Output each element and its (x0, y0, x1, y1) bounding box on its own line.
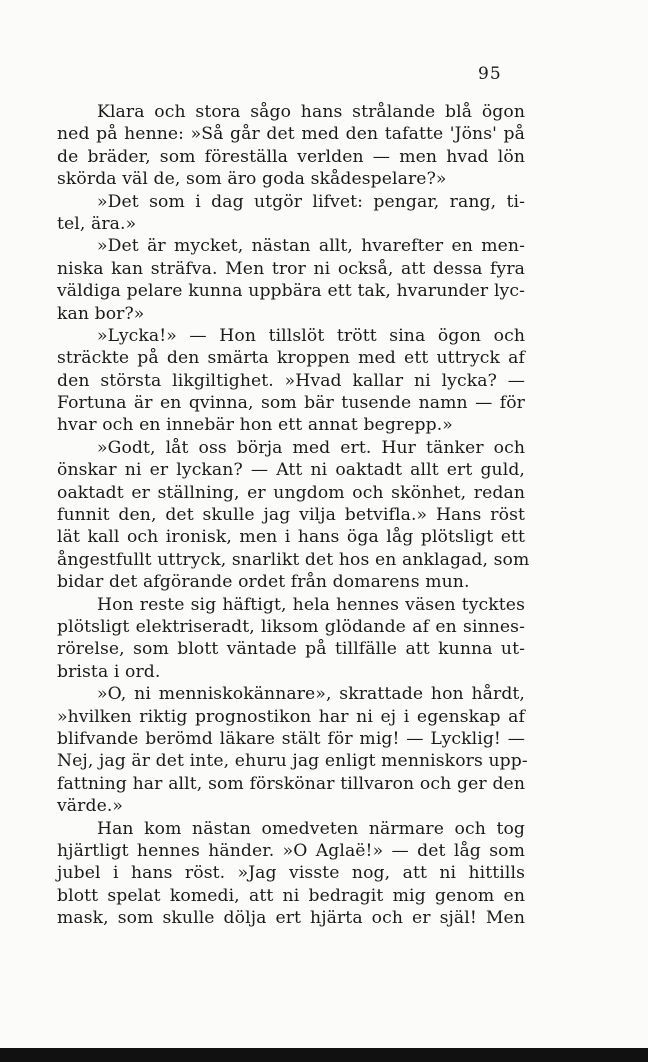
body-text (57, 101, 530, 929)
text-line: niska kan sträfva. Men tror ni också, att dessa fyra (57, 258, 525, 279)
text-line: »Det som i dag utgör lifvet: pengar, rang, ti- (97, 191, 525, 212)
text-line: Klara och stora sågo hans strålande blå ögon (97, 102, 525, 122)
text-line: rörelse, som blott väntade på tillfälle att kunna ut- (57, 639, 525, 660)
text-line: hjärtligt hennes händer. »O Aglaë!» — det låg som (57, 840, 525, 861)
scan-edge-bar (0, 1048, 648, 1062)
text-line: Han kom nästan omedveten närmare och tog (97, 818, 525, 839)
text-line: plötsligt elektriseradt, liksom glödande af en sinnes- (57, 616, 525, 637)
text-line: sträckte på den smärta kroppen med ett uttryck af (57, 348, 525, 369)
text-line: »Godt, låt oss börja med ert. Hur tänker och (97, 437, 525, 458)
text-line: »hvilken riktig prognostikon har ni ej i egenskap af (57, 706, 525, 727)
text-line: den största likgiltighet. »Hvad kallar ni lycka? — (57, 370, 525, 391)
text-line: Nej, jag är det inte, ehuru jag enligt menniskors upp- (57, 751, 528, 772)
text-line: tel, ära.» (57, 213, 137, 234)
text-line: »O, ni menniskokännare», skrattade hon hårdt, (97, 684, 525, 705)
text-line: Hon reste sig häftigt, hela hennes väsen tycktes (97, 594, 525, 615)
text-line: lät kall och ironisk, men i hans öga låg plötsligt ett (57, 527, 525, 548)
text-line: blifvande berömd läkare stält för mig! — Lycklig! — (57, 728, 525, 749)
text-line: ångestfullt uttryck, snarlikt det hos en anklagad, som (57, 549, 530, 570)
text-line: blott spelat komedi, att ni bedragit mig genom en (57, 885, 525, 906)
text-line: värde.» (57, 796, 124, 817)
text-line: fattning har allt, som förskönar tillvaron och ger den (57, 773, 525, 794)
text-line: kan bor?» (57, 303, 145, 324)
text-line: ned på henne: »Så går det med den tafatte 'Jöns' på (57, 124, 525, 145)
text-line: önskar ni er lyckan? — Att ni oaktadt allt ert guld, (57, 460, 525, 481)
text-line: brista i ord. (57, 661, 161, 682)
text-line: »Det är mycket, nästan allt, hvarefter en men- (97, 236, 525, 257)
text-line: väldiga pelare kunna uppbära ett tak, hvarunder lyc- (57, 281, 525, 302)
text-line: de bräder, som föreställa verlden — men hvad lön (57, 146, 525, 167)
text-line: funnit den, det skulle jag vilja betvifla.» Hans röst (57, 505, 525, 526)
page-number: 95 (478, 64, 502, 84)
text-line: hvar och en innebär hon ett annat begrepp.» (57, 415, 453, 436)
text-line: bidar det afgörande ordet från domarens mun. (57, 572, 470, 593)
text-line: oaktadt er ställning, er ungdom och skönhet, redan (57, 482, 525, 503)
text-line: jubel i hans röst. »Jag visste nog, att ni hittills (57, 863, 525, 884)
text-line: mask, som skulle dölja ert hjärta och er själ! Men (57, 908, 525, 929)
text-line: skörda väl de, som äro goda skådespelare?» (57, 169, 447, 190)
text-line: »Lycka!» — Hon tillslöt trött sina ögon och (97, 325, 525, 346)
text-line: Fortuna är en qvinna, som bär tusende namn — för (57, 393, 525, 414)
